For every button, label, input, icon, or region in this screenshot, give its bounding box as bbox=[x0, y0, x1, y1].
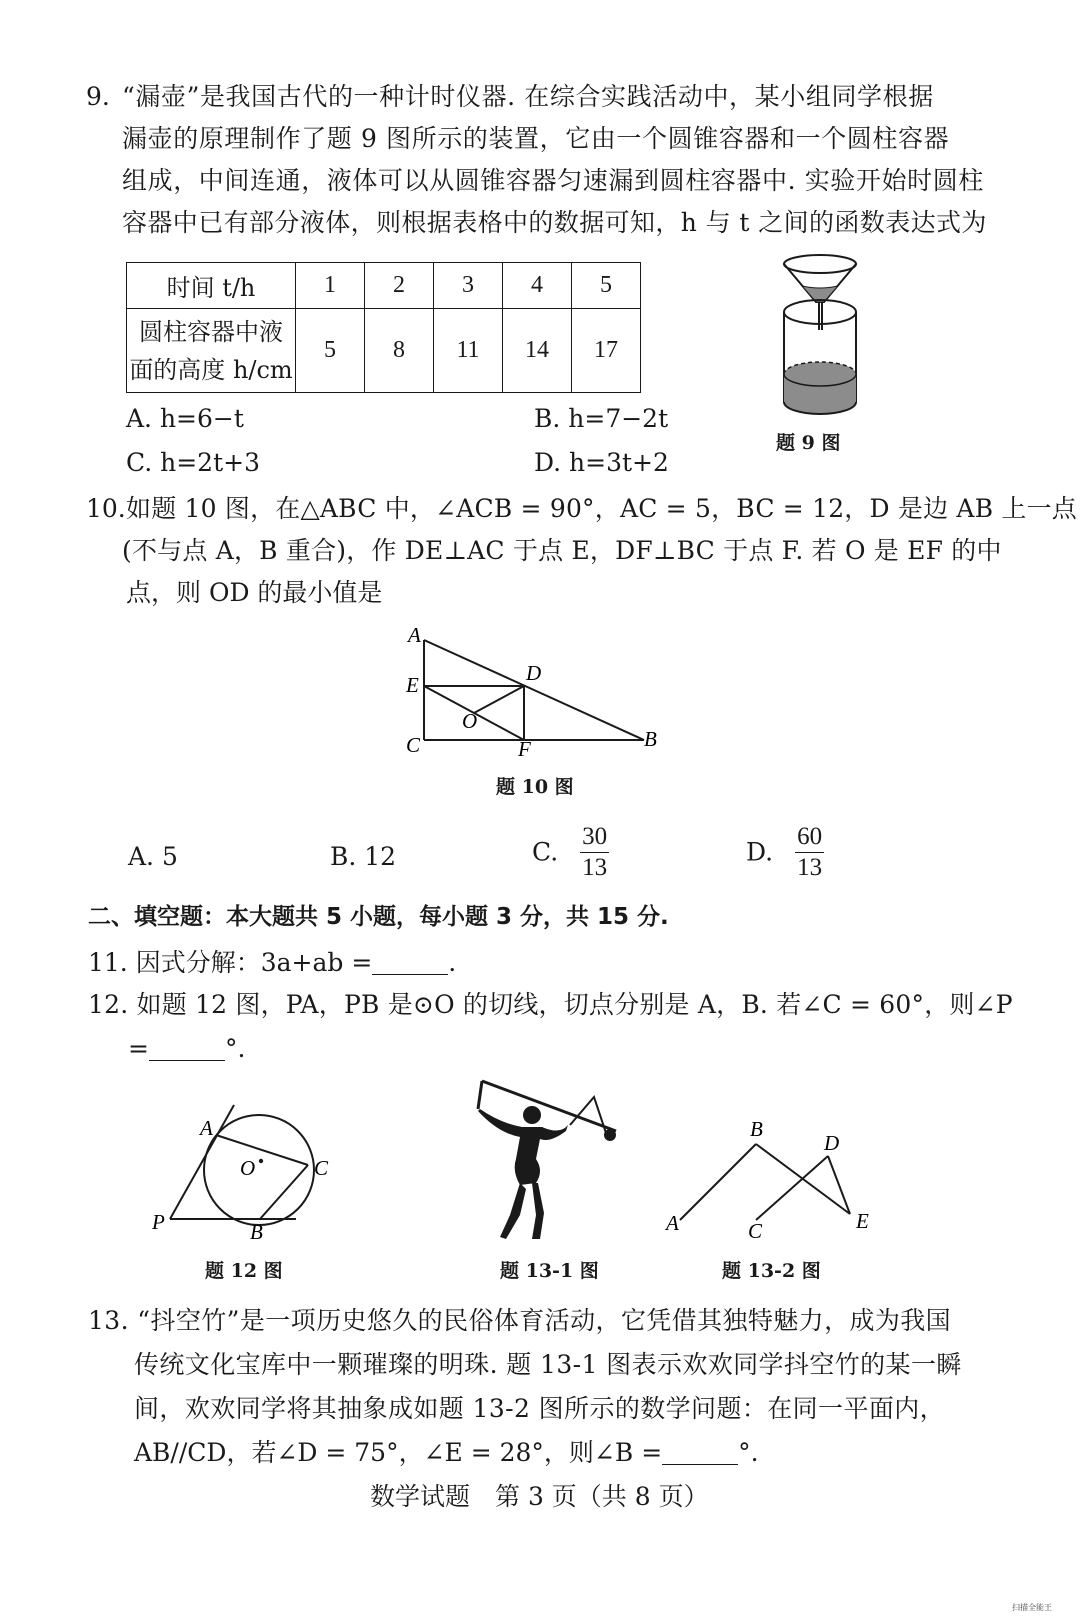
page-footer: 数学试题 第 3 页（共 8 页） bbox=[370, 1482, 709, 1511]
fig13-2-label-d: D bbox=[824, 1131, 840, 1155]
q9-option-a: A. h=6−t bbox=[126, 404, 244, 433]
fig12-label-a: A bbox=[200, 1116, 213, 1140]
q12-end: °. bbox=[224, 1034, 246, 1063]
q12-line-2 bbox=[128, 1032, 245, 1066]
table-cell-h: 17 bbox=[572, 309, 641, 393]
section-2-heading: 二、填空题：本大题共 5 小题，每小题 3 分，共 15 分. bbox=[88, 904, 669, 930]
table-cell-h: 11 bbox=[434, 309, 503, 393]
fig10-label-b: B bbox=[644, 727, 657, 751]
table-header-height bbox=[127, 309, 296, 393]
fig10-label-a: A bbox=[408, 623, 421, 647]
fig13-2-label-c: C bbox=[748, 1219, 763, 1243]
q10-option-c-label: C. bbox=[532, 837, 559, 867]
fig10-caption: 题 10 图 bbox=[496, 776, 574, 798]
q10-option-a: A. 5 bbox=[128, 842, 178, 871]
fig13-2-label-e: E bbox=[856, 1209, 869, 1233]
fig12-label-o: O bbox=[240, 1156, 256, 1180]
q11-stem: 11. 因式分解：3a+ab = bbox=[88, 948, 373, 977]
table-cell-h: 8 bbox=[365, 309, 434, 393]
q10-line-2: (不与点 A，B 重合)，作 DE⊥AC 于点 E，DF⊥BC 于点 F. 若 O 是 EF 的中 bbox=[122, 536, 1002, 565]
q11-text bbox=[88, 946, 456, 980]
fig12-caption: 题 12 图 bbox=[205, 1260, 283, 1282]
q9-number: 9. bbox=[86, 82, 110, 111]
q13-end: °. bbox=[738, 1438, 759, 1467]
fig10-label-f: F bbox=[518, 737, 531, 761]
q11-answer-blank[interactable] bbox=[372, 950, 448, 975]
fig13-1-diabolo-player-image bbox=[470, 1075, 630, 1247]
q13-answer-blank[interactable] bbox=[662, 1440, 738, 1465]
q10-number: 10. bbox=[86, 494, 126, 523]
q10-line-3: 点，则 OD 的最小值是 bbox=[126, 578, 383, 607]
fig13-2-label-b: B bbox=[750, 1117, 763, 1141]
q9-line-1: “漏壶”是我国古代的一种计时仪器. 在综合实践活动中，某小组同学根据 bbox=[122, 82, 934, 111]
fig13-2-label-a: A bbox=[666, 1211, 679, 1235]
q9-data-table bbox=[126, 262, 641, 393]
q10-option-c bbox=[532, 822, 609, 883]
fig13-2-parallel-lines-diagram bbox=[660, 1110, 880, 1245]
q13-line-3: 间，欢欢同学将其抽象成如题 13-2 图所示的数学问题：在同一平面内， bbox=[134, 1394, 946, 1423]
table-cell-h: 14 bbox=[503, 309, 572, 393]
fig13-1-caption: 题 13-1 图 bbox=[500, 1260, 599, 1282]
q12-answer-blank[interactable] bbox=[149, 1036, 225, 1061]
fraction-numerator: 60 bbox=[795, 822, 824, 853]
fig9-funnel-diagram bbox=[760, 250, 880, 435]
q13-line-4 bbox=[134, 1436, 759, 1470]
fig10-triangle-diagram bbox=[396, 622, 666, 762]
fig12-label-b: B bbox=[250, 1220, 263, 1244]
table-cell-t: 1 bbox=[296, 263, 365, 309]
q10-option-c-fraction bbox=[580, 822, 609, 883]
table-header-height-line1: 圆柱容器中液 bbox=[139, 317, 283, 346]
fig10-label-o: O bbox=[462, 709, 478, 733]
q12-line-1: 12. 如题 12 图，PA，PB 是⊙O 的切线，切点分别是 A，B. 若∠C = 60°，则∠P bbox=[88, 990, 1013, 1019]
q9-line-3: 组成，中间连通，液体可以从圆锥容器匀速漏到圆柱容器中. 实验开始时圆柱 bbox=[122, 166, 984, 195]
fig12-label-p: P bbox=[152, 1210, 165, 1234]
fraction-numerator: 30 bbox=[580, 822, 609, 853]
fig12-circle-tangent-diagram bbox=[140, 1095, 350, 1245]
fig9-caption: 题 9 图 bbox=[776, 432, 841, 454]
fraction-denominator: 13 bbox=[582, 854, 608, 881]
q10-option-d-fraction bbox=[795, 822, 824, 883]
q9-line-2: 漏壶的原理制作了题 9 图所示的装置，它由一个圆锥容器和一个圆柱容器 bbox=[122, 124, 950, 153]
table-cell-t: 3 bbox=[434, 263, 503, 309]
fig10-label-c: C bbox=[406, 733, 421, 757]
scanner-watermark: 扫描全能王 bbox=[1012, 1603, 1052, 1612]
q9-option-c: C. h=2t+3 bbox=[126, 448, 260, 477]
q10-option-d bbox=[746, 822, 824, 883]
fig10-label-d: D bbox=[526, 661, 542, 685]
table-header-time: 时间 t/h bbox=[127, 263, 296, 309]
q13-stem: AB//CD，若∠D = 75°，∠E = 28°，则∠B = bbox=[134, 1438, 663, 1467]
fig12-label-c: C bbox=[314, 1156, 329, 1180]
q10-option-b: B. 12 bbox=[330, 842, 397, 871]
q10-line-1: 如题 10 图，在△ABC 中，∠ACB = 90°，AC = 5，BC = 12，D 是边 AB 上一点 bbox=[126, 494, 1078, 523]
table-cell-t: 5 bbox=[572, 263, 641, 309]
table-cell-t: 2 bbox=[365, 263, 434, 309]
q13-line-1: 13. “抖空竹”是一项历史悠久的民俗体育活动，它凭借其独特魅力，成为我国 bbox=[88, 1306, 952, 1335]
q11-end: . bbox=[448, 948, 457, 977]
q9-option-b: B. h=7−2t bbox=[534, 404, 669, 433]
q10-option-d-label: D. bbox=[746, 837, 774, 867]
q9-option-d: D. h=3t+2 bbox=[534, 448, 669, 477]
table-cell-t: 4 bbox=[503, 263, 572, 309]
fraction-denominator: 13 bbox=[797, 854, 823, 881]
q13-line-2: 传统文化宝库中一颗璀璨的明珠. 题 13-1 图表示欢欢同学抖空竹的某一瞬 bbox=[134, 1350, 962, 1379]
table-cell-h: 5 bbox=[296, 309, 365, 393]
q9-line-4: 容器中已有部分液体，则根据表格中的数据可知，h 与 t 之间的函数表达式为 bbox=[122, 208, 987, 237]
fig13-2-caption: 题 13-2 图 bbox=[722, 1260, 821, 1282]
table-header-height-line2: 面的高度 h/cm bbox=[129, 355, 293, 384]
fig10-label-e: E bbox=[406, 673, 419, 697]
q12-equals: = bbox=[128, 1034, 149, 1063]
